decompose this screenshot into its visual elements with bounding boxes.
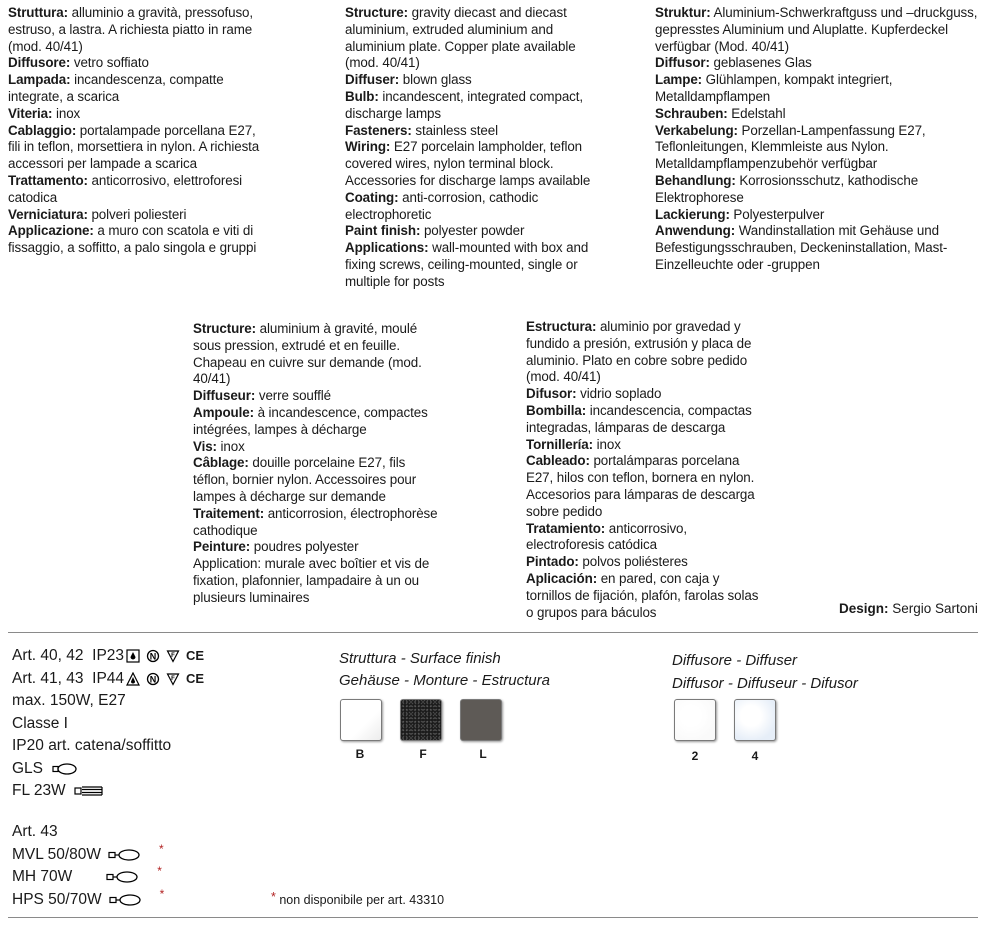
german-entry [655, 106, 997, 123]
entry-text: en pared, con caja y tornillos de fijación, plafón, farolas solas o grupos para báculos [526, 570, 759, 620]
french-entry [193, 506, 439, 540]
diffuser-swatch-2 [674, 699, 716, 741]
entry-label: Wiring: [345, 139, 391, 155]
entry-text: aluminium à gravité, moulé sous pression, extrudé et en feuille. Chapeau en cuivre sur demande (mod. 40/41) [193, 321, 422, 387]
english-entry [345, 223, 595, 240]
divider-top [8, 632, 978, 633]
svg-text:F: F [171, 653, 175, 660]
n-mark-icon [146, 672, 160, 686]
entry-label: Tratamiento: [526, 520, 606, 536]
entry-label: Tornillería: [526, 436, 594, 452]
spanish-entry [526, 453, 766, 520]
entry-label: Fasteners: [345, 122, 412, 138]
entry-text: stainless steel [411, 122, 498, 138]
italian-entry [8, 106, 270, 123]
italian-entry [8, 55, 270, 72]
unavailable-star: * [159, 841, 164, 856]
spanish-entry [526, 386, 766, 403]
entry-label: Paint finish: [345, 223, 421, 239]
divider-bottom [8, 917, 978, 918]
diffuser-code-4: 4 [751, 749, 759, 763]
french-entry [193, 321, 439, 388]
spanish-entry [526, 521, 766, 555]
german-entry [655, 72, 997, 106]
entry-text: Glühlampen, kompakt integriert, Metalldampflampen [655, 72, 893, 104]
entry-label: Bulb: [345, 88, 379, 104]
entry-label: Ampoule: [193, 404, 254, 420]
entry-text: Aluminium-Schwerkraftguss und –druckguss, gepresstes Aluminium und Aluplatte. Kupferdeckel verfügbar (Mod. 40/41) [655, 5, 978, 54]
italian-entry [8, 223, 270, 257]
drip-proof-icon [126, 649, 140, 663]
entry-text: polveri poliesteri [87, 206, 187, 222]
spec-list [12, 645, 204, 803]
english-entry [345, 139, 595, 189]
mh-label: MH 70W [12, 868, 73, 885]
entry-text: geblasenes Glas [709, 55, 812, 71]
french-description [193, 321, 439, 607]
spec-gls [12, 758, 204, 781]
finish-code-l: L [479, 747, 487, 761]
ip44-label: IP44 [92, 669, 125, 687]
design-credit [839, 601, 978, 616]
n-mark-icon [146, 649, 160, 663]
entry-label: Vis: [193, 438, 217, 454]
entry-text: anticorrosivo, electroforesis catódica [526, 520, 688, 553]
entry-label: Struttura: [8, 5, 68, 20]
entry-text: incandescent, integrated compact, discharge lamps [345, 88, 583, 121]
svg-text:N: N [149, 674, 157, 685]
diffuser-code-2: 2 [691, 749, 699, 763]
entry-text: douille porcelaine E27, fils téflon, bornier nylon. Accessoires pour lampes à décharge sur demande [193, 455, 417, 504]
french-entry [193, 539, 439, 556]
entry-text: E27 porcelain lampholder, teflon covered wires, nylon terminal block. Accessories for discharge lamps available [345, 139, 591, 188]
entry-label: Struktur: [655, 5, 711, 20]
finish-swatch-f [400, 699, 442, 741]
entry-text: inox [52, 105, 81, 121]
ce-mark: CE [186, 670, 205, 686]
entry-label: Verkabelung: [655, 122, 738, 138]
discharge-bulb-icon [108, 893, 142, 907]
entry-label: Schrauben: [655, 105, 728, 121]
spec-hps [12, 886, 165, 912]
discharge-bulb-icon [107, 848, 141, 862]
note-star: * [271, 890, 276, 904]
entry-label: Verniciatura: [8, 206, 88, 222]
entry-text: Edelstahl [727, 105, 786, 121]
french-entry [193, 439, 439, 456]
mvl-label: MVL 50/80W [12, 845, 102, 863]
entry-label: Lackierung: [655, 206, 730, 222]
entry-label: Coating: [345, 189, 399, 205]
entry-text: à incandescence, compactes intégrées, lampes à décharge [193, 404, 428, 437]
entry-text: Polyesterpulver [729, 206, 825, 222]
italian-entry [8, 72, 270, 106]
finish-code-f: F [419, 747, 427, 761]
spanish-entry [526, 437, 766, 454]
entry-text: anticorrosion, électrophorèse cathodique [193, 505, 438, 538]
entry-label: Peinture: [193, 539, 251, 555]
entry-label: Aplicación: [526, 570, 598, 586]
entry-text: blown glass [399, 72, 472, 88]
entry-text: wall-mounted with box and fixing screws, ceiling-mounted, single or multiple for posts [345, 240, 589, 289]
finish-code-b: B [355, 747, 365, 761]
entry-label: Diffusor: [655, 55, 710, 71]
spec-class: Classe I [12, 714, 68, 732]
spanish-entry [526, 319, 766, 386]
entry-text: aluminio por gravedad y fundido a presión, extrusión y placa de aluminio. Plato en cobre sobre pedido (mod. 40/41) [526, 319, 752, 385]
entry-label: Traitement: [193, 505, 265, 521]
entry-text: alluminio a gravità, pressofuso, estruso, a lastra. A richiesta piatto in rame (mod. 40/41) [8, 5, 254, 54]
art-41-43-label: Art. 41, 43 [12, 669, 84, 687]
diffuser-title-2: Diffusor - Diffuseur - Difusor [672, 675, 858, 692]
splash-proof-icon [126, 672, 140, 686]
italian-entry [8, 173, 270, 207]
flammable-surface-icon [166, 672, 180, 686]
entry-text: anticorrosivo, elettroforesi catodica [8, 172, 243, 205]
french-entry [193, 556, 439, 606]
italian-entry [8, 123, 270, 173]
entry-label: Behandlung: [655, 172, 736, 188]
entry-text: portalámparas porcelana E27, hilos con teflon, bornera en nylon. Accesorios para lámparas de descarga sobre pedido [526, 453, 755, 519]
spec-ip20: IP20 art. catena/soffitto [12, 737, 172, 754]
entry-label: Trattamento: [8, 172, 88, 188]
german-entry [655, 123, 997, 173]
compact-fluorescent-icon [74, 784, 104, 798]
entry-text: inox [593, 436, 621, 452]
english-description [345, 5, 595, 291]
discharge-bulb-icon [105, 870, 139, 884]
french-entry [193, 388, 439, 405]
entry-label: Diffuseur: [193, 388, 256, 404]
unavailable-star: * [159, 886, 165, 901]
english-entry [345, 72, 595, 89]
finish-title-1: Struttura - Surface finish [339, 650, 501, 667]
entry-text: polvos poliésteres [578, 554, 688, 570]
entry-text: Application: murale avec boîtier et vis de fixation, plafonnier, lampadaire à un ou plusieurs luminaires [193, 556, 430, 605]
spec-fl [12, 780, 204, 803]
german-description [655, 5, 997, 274]
entry-text: anti-corrosion, cathodic electrophoretic [345, 189, 539, 222]
spanish-entry [526, 571, 766, 621]
german-entry [655, 173, 997, 207]
entry-label: Structure: [345, 5, 408, 20]
entry-text: Wandinstallation mit Gehäuse und Befestigungsschrauben, Deckeninstallation, Mast-Einzelleuchte oder -gruppen [655, 223, 948, 272]
entry-label: Estructura: [526, 319, 597, 334]
entry-text: Korrosionsschutz, kathodische Elektrophorese [655, 172, 919, 205]
entry-label: Lampe: [655, 72, 703, 88]
english-entry [345, 123, 595, 140]
english-entry [345, 240, 595, 290]
entry-text: portalampade porcellana E27, fili in teflon, morsettiera in nylon. A richiesta accessori per lampade a scarica [8, 122, 260, 172]
spec-art-43: Art. 43 [12, 823, 58, 840]
note-text: non disponibile per art. 43310 [275, 893, 445, 907]
entry-label: Diffuser: [345, 72, 400, 88]
finish-swatch-b [340, 699, 382, 741]
design-label: Design: [839, 601, 889, 616]
entry-text: incandescenza, compatte integrate, a scarica [8, 72, 224, 104]
german-entry [655, 207, 997, 224]
ip23-label: IP23 [92, 647, 125, 664]
designer-name: Sergio Sartoni [888, 601, 978, 616]
entry-text: verre soufflé [255, 388, 331, 404]
spec-art-40-42 [12, 645, 204, 668]
entry-label: Pintado: [526, 554, 579, 570]
spec-mvl [12, 841, 164, 867]
spanish-description [526, 319, 766, 621]
entry-label: Anwendung: [655, 223, 736, 239]
availability-note [271, 890, 445, 907]
spanish-entry [526, 554, 766, 571]
entry-label: Diffusore: [8, 55, 71, 71]
entry-label: Câblage: [193, 455, 249, 471]
finish-swatch-l [460, 699, 502, 741]
spec-art-41-43 [12, 668, 204, 691]
entry-label: Structure: [193, 321, 256, 336]
italian-description [8, 5, 270, 257]
entry-label: Lampada: [8, 72, 71, 88]
entry-label: Cableado: [526, 453, 590, 469]
french-entry [193, 405, 439, 439]
unavailable-star: * [157, 864, 162, 878]
ce-mark: CE [186, 648, 205, 663]
finish-title-2: Gehäuse - Monture - Estructura [339, 672, 550, 689]
art-40-42-label: Art. 40, 42 [12, 647, 84, 664]
german-entry [655, 55, 997, 72]
diffuser-title-1: Diffusore - Diffuser [672, 652, 798, 669]
entry-label: Applicazione: [8, 223, 94, 239]
entry-label: Difusor: [526, 386, 577, 402]
diffuser-swatch-4 [734, 699, 776, 741]
svg-text:N: N [149, 651, 157, 662]
italian-entry [8, 5, 270, 55]
entry-text: inox [216, 438, 245, 454]
entry-text: Porzellan-Lampenfassung E27, Teflonleitungen, Klemmleiste aus Nylon. Metalldampflampenzubehör verfügbar [655, 122, 926, 172]
entry-label: Cablaggio: [8, 122, 77, 138]
french-entry [193, 455, 439, 505]
german-entry [655, 223, 997, 273]
incandescent-bulb-icon [51, 762, 79, 776]
hps-label: HPS 50/70W [12, 890, 102, 908]
entry-label: Applications: [345, 240, 429, 256]
fl-label: FL 23W [12, 782, 66, 799]
entry-text: vidrio soplado [576, 386, 662, 402]
english-entry [345, 190, 595, 224]
german-entry [655, 5, 997, 55]
entry-label: Bombilla: [526, 402, 587, 418]
english-entry [345, 5, 595, 72]
spec-list-art-43 [12, 821, 164, 911]
english-entry [345, 89, 595, 123]
entry-text: a muro con scatola e viti di fissaggio, a soffitto, a palo singola e gruppi [8, 223, 257, 256]
entry-text: vetro soffiato [70, 55, 149, 71]
italian-entry [8, 207, 270, 224]
entry-text: polyester powder [420, 223, 525, 239]
entry-text: gravity diecast and diecast aluminium, extruded aluminium and aluminium plate. Copper plate available (mod. 40/41) [345, 5, 576, 71]
spec-mh [12, 866, 164, 889]
gls-label: GLS [12, 759, 44, 777]
spec-max-power: max. 150W, E27 [12, 692, 126, 709]
svg-text:F: F [171, 675, 175, 682]
entry-text: poudres polyester [250, 539, 359, 555]
flammable-surface-icon [166, 649, 180, 663]
spanish-entry [526, 403, 766, 437]
entry-label: Viteria: [8, 105, 53, 121]
entry-text: incandescencia, compactas integradas, lámparas de descarga [526, 402, 752, 435]
